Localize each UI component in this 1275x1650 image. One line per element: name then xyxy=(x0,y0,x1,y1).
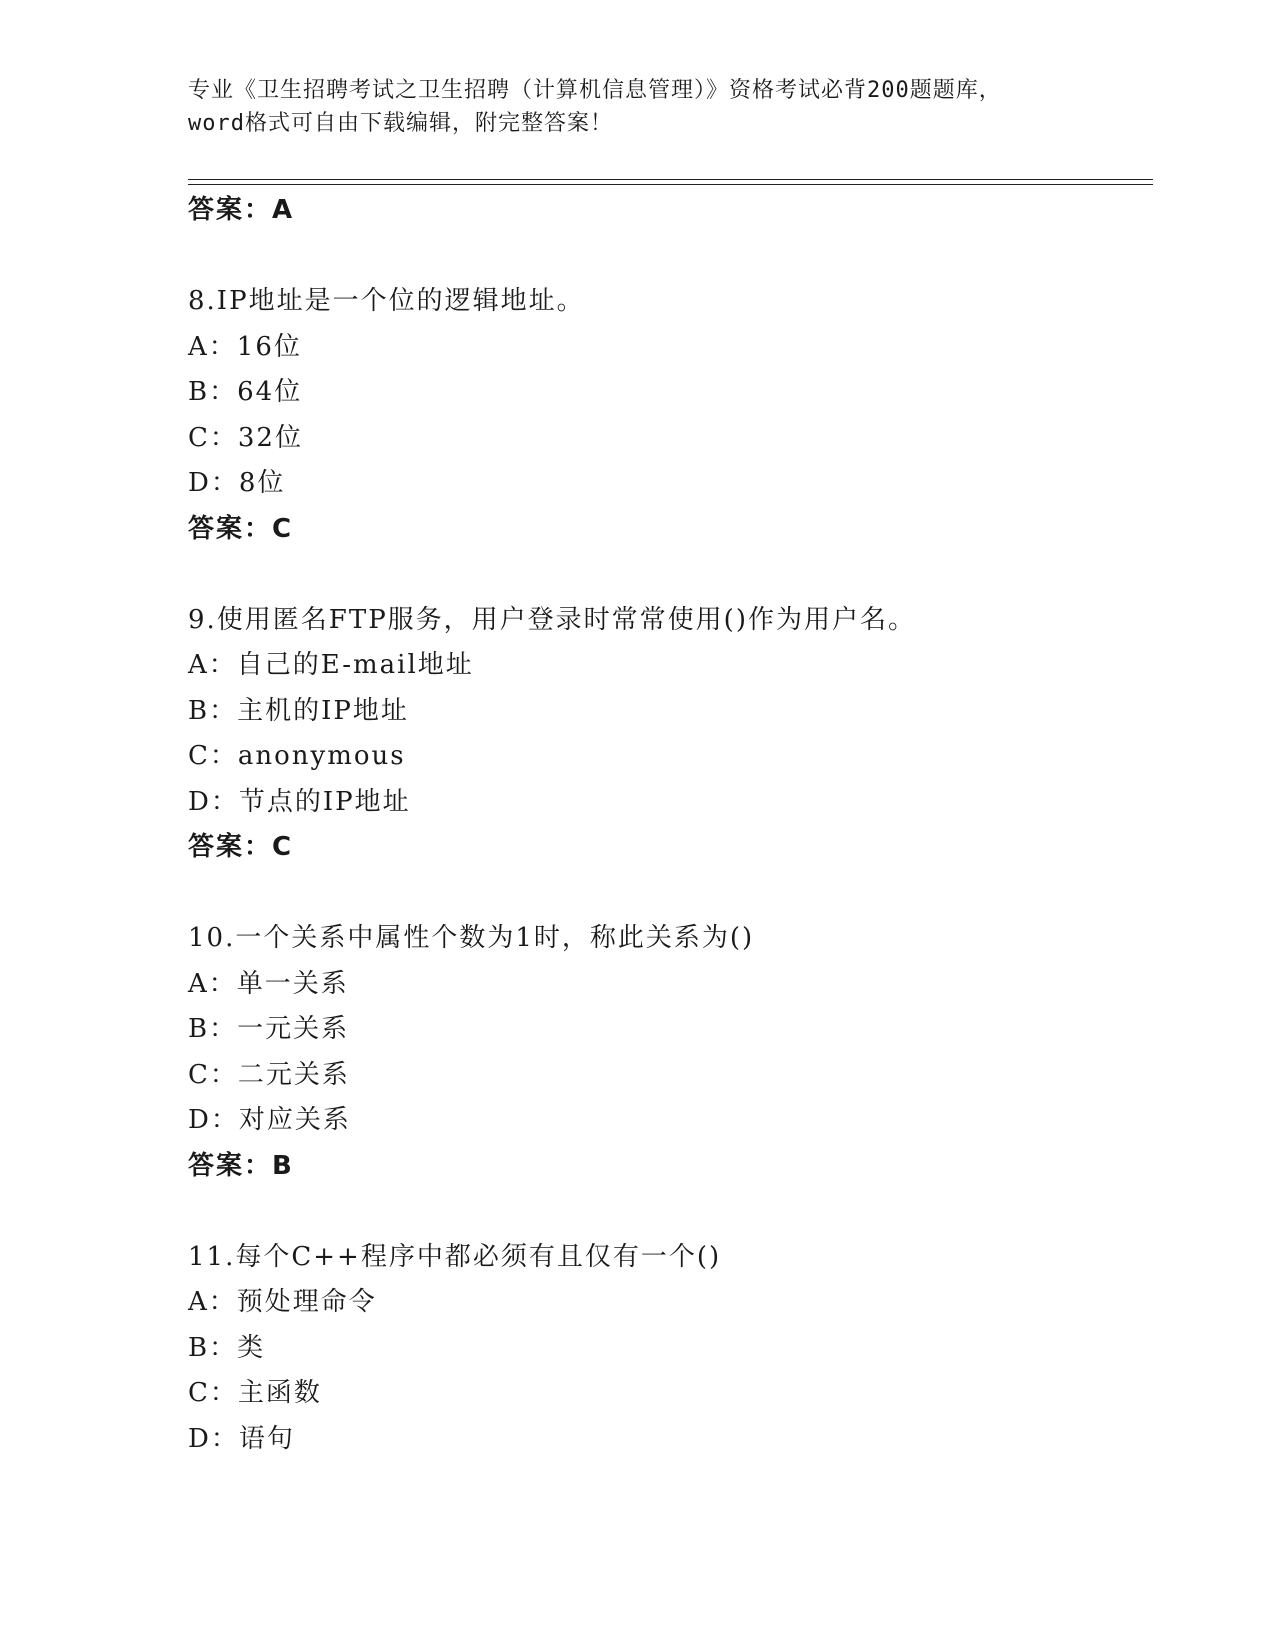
option-c: C：主函数 xyxy=(188,1378,322,1408)
option-b: B：主机的IP地址 xyxy=(188,695,409,726)
option-d: D：8位 xyxy=(188,468,286,498)
question-stem: 10.一个关系中属性个数为1时，称此关系为() xyxy=(188,923,755,953)
header-line-2: word格式可自由下载编辑，附完整答案！ xyxy=(188,111,613,136)
option-d: D：节点的IP地址 xyxy=(188,786,411,817)
spacer xyxy=(188,234,1148,280)
option-c: C：anonymous xyxy=(188,741,406,771)
answer-line: 答案：C xyxy=(188,832,294,862)
answer-line: 答案：A xyxy=(188,195,295,225)
answer-line: 答案：C xyxy=(188,513,294,544)
header-line-1: 专业《卫生招聘考试之卫生招聘（计算机信息管理）》资格考试必背200题题库， xyxy=(188,78,1002,103)
option-d: D：对应关系 xyxy=(188,1105,351,1135)
option-a: A：自己的E-mail地址 xyxy=(188,650,474,680)
option-b: B：类 xyxy=(188,1332,266,1363)
header-divider-bottom xyxy=(188,184,1153,185)
spacer xyxy=(188,1189,1148,1235)
option-c: C：二元关系 xyxy=(188,1059,350,1090)
option-c: C：32位 xyxy=(188,422,303,453)
option-a: A：16位 xyxy=(188,331,302,362)
header-divider-top xyxy=(188,179,1153,180)
answer-line: 答案：B xyxy=(188,1150,294,1181)
question-list xyxy=(188,188,1148,1462)
question-stem: 8.IP地址是一个位的逻辑地址。 xyxy=(188,286,585,316)
option-d: D：语句 xyxy=(188,1423,295,1454)
option-a: A：单一关系 xyxy=(188,968,349,999)
spacer xyxy=(188,552,1148,598)
option-b: B：一元关系 xyxy=(188,1014,350,1044)
question-stem: 9.使用匿名FTP服务，用户登录时常常使用()作为用户名。 xyxy=(188,604,916,635)
option-a: A：预处理命令 xyxy=(188,1287,377,1317)
option-b: B：64位 xyxy=(188,377,303,407)
document-header xyxy=(188,74,1088,140)
spacer xyxy=(188,871,1148,917)
question-stem: 11.每个C++程序中都必须有且仅有一个() xyxy=(188,1241,722,1272)
